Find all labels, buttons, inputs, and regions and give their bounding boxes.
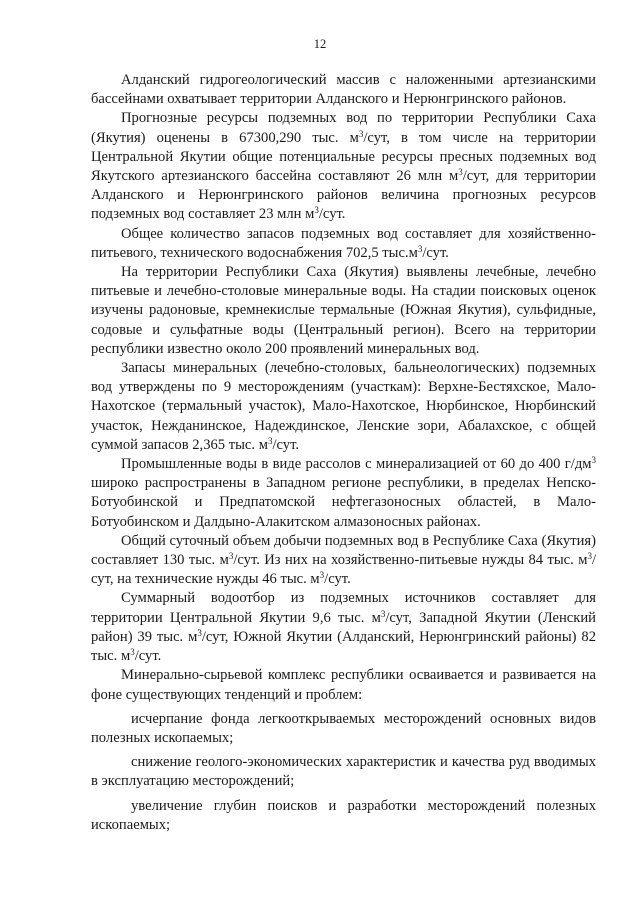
paragraph-problems-intro: Минерально-сырьевой комплекс республики осваивается и развивается на фоне существующих тенденций и проблем: [91,667,596,703]
list-item: исчерпание фонда легкооткрываемых месторождений основных видов полезных ископаемых; [91,710,596,746]
paragraph-industrial-waters: Промышленные воды в виде рассолов с минерализацией от 60 до 400 $г/дм^3$ широко распространены в Западном регионе республики, в пределах Непско-Ботуобинской и Предпатомской нефтегазоносных областей, в Мало-Ботуобинском и Далдыно-Алакитском алмазоносных районах. [91,455,596,530]
body-text [91,71,596,840]
paragraph-mineral-waters: На территории Республики Саха (Якутия) выявлены лечебные, лечебно питьевые и лечебно-столовые минеральные воды. На стадии поисковых оценок изучены радоновые, кремнекислые термальные (Южная Якутия), сульфидные, содовые и сульфатные воды (Центральный регион). Всего на территории республики известно около 200 проявлений минеральных вод. [91,264,596,357]
paragraph-total-withdrawal: Суммарный водоотбор из подземных источников составляет для территории Центральной Якутии 9,6 тыс. $м^3$/сут, Западной Якутии (Ленский район) 39 тыс. $м^3$/сут, Южной Якутии (Алданский, Нерюнгринский районы) 82 тыс. $м^3$/сут. [91,590,596,665]
paragraph-aldan-massif: Алданский гидрогеологический массив с наложенными артезианскими бассейнами охватывает территории Алданского и Нерюнгринского районов. [91,72,596,108]
paragraph-total-reserves: Общее количество запасов подземных вод составляет для хозяйственно-питьевого, технического водоснабжения 702,5 $тыс.м^3$/сут. [91,225,596,261]
list-item: снижение геолого-экономических характеристик и качества руд вводимых в эксплуатацию месторождений; [91,754,596,790]
page-number: 12 [313,37,327,51]
paragraph-forecast-resources: Прогнозные ресурсы подземных вод по территории Республики Саха (Якутия) оценены в 67300,290 тыс. $м^3$/сут, в том числе на территории Центральной Якутии общие потенциальные ресурсы пресных подземных вод Якутского артезианского бассейна составляют 26 млн $м^3$/сут, для территории Алданского и Нерюнгринского районов величина прогнозных ресурсов подземных вод составляет 23 млн $м^3$/сут. [91,110,596,223]
list-item: увеличение глубин поисков и разработки месторождений полезных ископаемых; [91,797,596,833]
paragraph-mineral-deposits: Запасы минеральных (лечебно-столовых, бальнеологических) подземных вод утверждены по 9 месторождениям (участкам): Верхне-Бестяхское, Мало-Нахотское (термальный участок), Мало-Нахотское, Нюрбинское, Нюрбинский участок, Нежданинское, Надеждинское, Ленские зори, Абалахское, с общей суммой запасов 2,365 тыс. $м^3$/сут. [91,360,596,453]
paragraph-daily-extraction: Общий суточный объем добычи подземных вод в Республике Саха (Якутия) составляет 130 тыс. $м^3$/сут. Из них на хозяйственно-питьевые нужды 84 тыс. $м^3$/сут, на технические нужды 46 тыс. $м^3$/сут. [91,532,596,588]
